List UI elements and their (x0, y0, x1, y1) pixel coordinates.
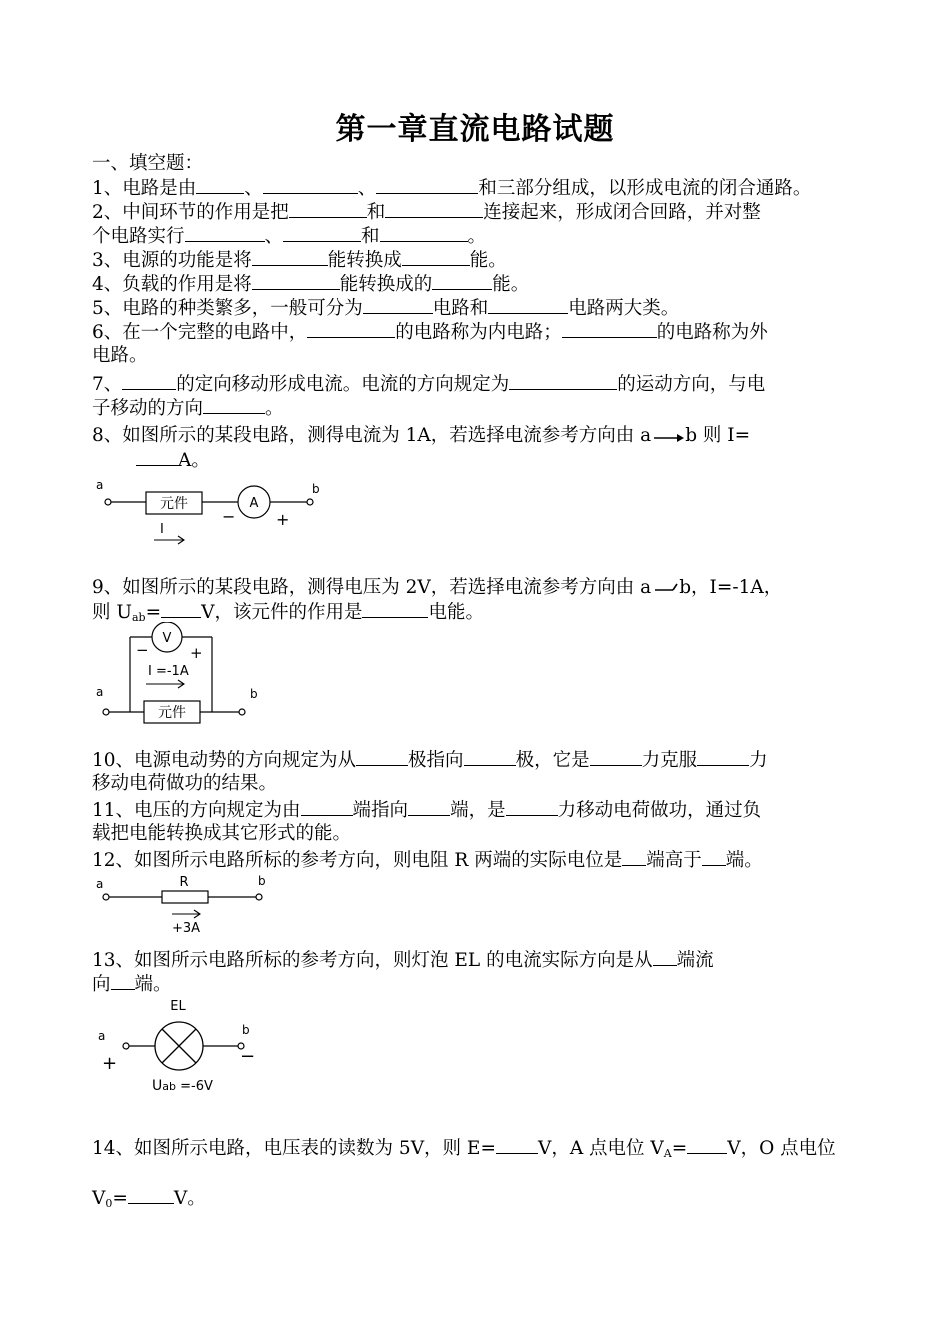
node-b-label: b (312, 482, 320, 496)
plus-sign: + (102, 1053, 118, 1074)
blank[interactable] (509, 372, 617, 390)
blank[interactable] (356, 748, 408, 766)
blank[interactable] (289, 200, 367, 218)
blank[interactable] (122, 372, 176, 390)
circuit-figure-13 (92, 996, 282, 1100)
blank[interactable] (252, 248, 328, 266)
blank[interactable] (376, 176, 478, 194)
plus-sign: + (190, 644, 203, 662)
node-b-label: b (250, 687, 258, 701)
blank[interactable] (136, 448, 178, 466)
blank[interactable] (488, 296, 568, 314)
blank[interactable] (283, 224, 361, 242)
terminal-b (256, 894, 262, 900)
node-a-label: a (96, 478, 104, 492)
question-9-cont: 则 $U_{ab}= V$，该元件的作用是 电能。 (92, 602, 484, 624)
voltage-label: Uab =-6V (152, 1078, 213, 1094)
blank[interactable] (402, 248, 470, 266)
minus-sign: − (136, 641, 149, 659)
terminal-a (123, 1043, 129, 1049)
circuit-figure-8 (92, 478, 332, 548)
question-3: 3、电源的功能是将 能转换成 能。 (92, 250, 507, 271)
blank[interactable] (185, 224, 265, 242)
question-8-cont: A。 (136, 448, 210, 473)
circuit-figure-9 (92, 622, 272, 726)
section-heading: 一、填空题： (92, 153, 204, 174)
question-6: 6、在一个完整的电路中， 的电路称为内电路； 的电路称为外 (92, 322, 768, 343)
minus-sign: − (222, 507, 236, 526)
blank[interactable] (622, 848, 646, 866)
terminal-b (239, 709, 245, 715)
question-13: 13、如图所示电路所标的参考方向，则灯泡 EL 的电流实际方向是从 端流 (92, 950, 714, 971)
question-10: 10、电源电动势的方向规定为从 极指向 极，它是 力克服 力 (92, 750, 768, 771)
blank[interactable] (506, 798, 558, 816)
blank[interactable] (464, 748, 516, 766)
current-label: +3A (172, 921, 201, 934)
element-label: 元件 (160, 496, 188, 512)
blank[interactable] (111, 972, 135, 990)
question-12: 12、如图所示电路所标的参考方向，则电阻 R 两端的实际电位是 端高于 端。 (92, 850, 763, 871)
blank[interactable] (196, 176, 244, 194)
node-b-label: b (242, 1023, 250, 1037)
terminal-a (103, 894, 109, 900)
question-10-cont: 移动电荷做功的结果。 (92, 773, 278, 794)
voltmeter-label: V (162, 631, 172, 646)
question-5: 5、电路的种类繁多，一般可分为 电路和 电路两大类。 (92, 298, 680, 319)
blank[interactable] (128, 1186, 174, 1204)
resistor-label: R (179, 875, 189, 890)
question-1: 1、电路是由 、 、 和三部分组成，以形成电流的闭合通路。 (92, 178, 812, 199)
minus-sign: − (240, 1046, 256, 1067)
blank[interactable] (496, 1136, 538, 1154)
question-7: 7、 的定向移动形成电流。电流的方向规定为 的运动方向，与电 (92, 374, 766, 395)
blank[interactable] (385, 200, 483, 218)
blank[interactable] (363, 296, 433, 314)
blank[interactable] (687, 1136, 727, 1154)
terminal-b (307, 499, 313, 505)
node-a-label: a (96, 877, 104, 891)
blank[interactable] (432, 272, 492, 290)
blank[interactable] (590, 748, 642, 766)
question-8: 8、如图所示的某段电路，测得电流为 1A，若选择电流参考方向由 a b 则 I= (92, 425, 751, 446)
reference-arrow-icon (651, 424, 685, 444)
blank[interactable] (203, 396, 265, 414)
page-title: 第一章直流电路试题 (335, 112, 615, 147)
question-9: 9、如图所示的某段电路，测得电压为 2V，若选择电流参考方向由 a b，I=-1A， (92, 577, 783, 598)
element-label: 元件 (158, 705, 186, 721)
blank[interactable] (263, 176, 358, 194)
question-11: 11、电压的方向规定为由 端指向 端，是 力移动电荷做功，通过负 (92, 800, 762, 821)
ammeter-label: A (249, 496, 259, 511)
node-b-label: b (258, 874, 266, 888)
blank[interactable] (562, 320, 657, 338)
blank[interactable] (301, 798, 353, 816)
reference-arrow-icon (651, 576, 679, 596)
blank[interactable] (252, 272, 340, 290)
question-11-cont: 载把电能转换成其它形式的能。 (92, 823, 352, 844)
current-label: I (160, 522, 164, 537)
terminal-a (105, 499, 111, 505)
question-2: 2、中间环节的作用是把 和 连接起来，形成闭合回路，并对整 (92, 202, 761, 223)
blank[interactable] (653, 948, 677, 966)
node-a-label: a (96, 685, 104, 699)
resistor-icon (162, 891, 208, 903)
question-14-cont: $V_0= V$。 (92, 1188, 206, 1210)
node-a-label: a (98, 1029, 106, 1043)
question-13-cont: 向 端。 (92, 974, 172, 995)
question-2-cont: 个电路实行 、 和 。 (92, 226, 487, 247)
lamp-label: EL (170, 999, 186, 1014)
blank[interactable] (307, 320, 395, 338)
current-label: I =-1A (148, 664, 189, 679)
blank[interactable] (362, 600, 428, 618)
question-7-cont: 子移动的方向 。 (92, 398, 284, 419)
circuit-figure-12 (92, 872, 282, 934)
blank[interactable] (408, 798, 450, 816)
terminal-a (103, 709, 109, 715)
question-4: 4、负载的作用是将 能转换成的 能。 (92, 274, 530, 295)
blank[interactable] (702, 848, 726, 866)
blank[interactable] (697, 748, 749, 766)
blank[interactable] (380, 224, 468, 242)
question-14: 14、如图所示电路，电压表的读数为 5V，则 E= V，A 点电位 $V_A= V$，O 点电位 (92, 1138, 836, 1160)
plus-sign: + (276, 510, 290, 529)
blank[interactable] (161, 600, 201, 618)
question-6-cont: 电路。 (92, 345, 148, 366)
